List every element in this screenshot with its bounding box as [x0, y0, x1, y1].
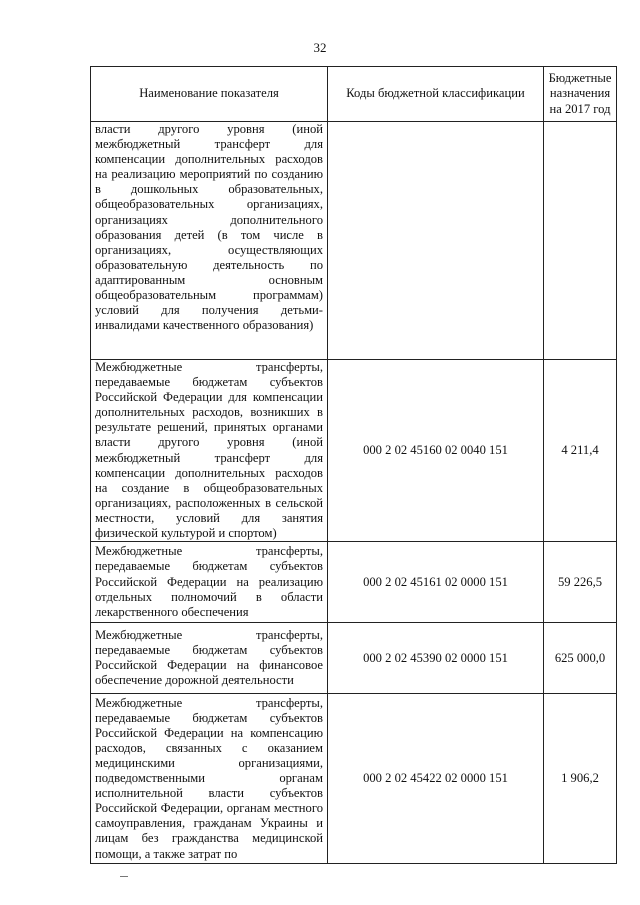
scan-mark — [120, 876, 128, 877]
header-amount-line: на 2017 год — [549, 101, 611, 116]
header-budget-code: Коды бюджетной классификации — [328, 67, 544, 122]
budget-amount-cell: 625 000,0 — [544, 623, 617, 694]
budget-code-cell: 000 2 02 45161 02 0000 151 — [328, 542, 544, 623]
indicator-name-cell — [91, 360, 328, 542]
header-amount-line: Бюджетные — [548, 71, 612, 86]
indicator-name-cell — [91, 623, 328, 694]
header-budget-amount — [544, 67, 617, 122]
table-row — [91, 122, 617, 360]
indicator-name: Межбюджетные трансферты, передаваемые бюджетам субъектов Российской Федерации на компенсацию расходов, связанных с оказанием медицинскими организациями, подведомственными органам исполнительной власти субъектов Российской Федерации, органам местного самоуправления, гражданам Украины и лицам без гражданства медицинской помощи, а также затрат по — [95, 695, 323, 861]
header-amount-line: назначения — [549, 86, 611, 101]
budget-code-cell: 000 2 02 45390 02 0000 151 — [328, 623, 544, 694]
budget-amount-cell: 59 226,5 — [544, 542, 617, 623]
indicator-name: Межбюджетные трансферты, передаваемые бюджетам субъектов Российской Федерации на финансовое обеспечение дорожной деятельности — [95, 627, 323, 688]
indicator-name: Межбюджетные трансферты, передаваемые бюджетам субъектов Российской Федерации на реализацию отдельных полномочий в области лекарственного обеспечения — [95, 544, 323, 619]
budget-code-cell — [328, 122, 544, 360]
budget-code-cell: 000 2 02 45160 02 0040 151 — [328, 360, 544, 542]
table-row — [91, 542, 617, 623]
indicator-name-cell — [91, 694, 328, 864]
page-number: 32 — [313, 40, 327, 55]
indicator-name: власти другого уровня (иной межбюджетный трансферт для компенсации дополнительных расходов на реализацию мероприятий по созданию в дошкольных образовательных, общеобразовательных организациях, организациях дополнительного образования детей (в том числе в организациях, осуществляющих образовательную деятельность по адаптированным основным общеобразовательным программам) условий для получения детьми-инвалидами качественного образования) — [95, 122, 323, 333]
table-header-row — [91, 67, 617, 122]
budget-code-cell: 000 2 02 45422 02 0000 151 — [328, 694, 544, 864]
indicator-name-cell — [91, 122, 328, 360]
budget-amount-cell: 1 906,2 — [544, 694, 617, 864]
budget-amount-cell: 4 211,4 — [544, 360, 617, 542]
budget-table — [90, 66, 617, 864]
indicator-name: Межбюджетные трансферты, передаваемые бюджетам субъектов Российской Федерации для компенсации дополнительных расходов, возникших в результате решений, принятых органами власти другого уровня (иной межбюджетный трансферт для компенсации дополнительных расходов на создание в общеобразовательных организациях, расположенных в сельской местности, условий для занятия физической культурой и спортом) — [95, 360, 323, 541]
table-row — [91, 694, 617, 864]
indicator-name-cell — [91, 542, 328, 623]
table-row — [91, 360, 617, 542]
budget-amount-cell — [544, 122, 617, 360]
table-row — [91, 623, 617, 694]
header-indicator-name: Наименование показателя — [91, 67, 328, 122]
